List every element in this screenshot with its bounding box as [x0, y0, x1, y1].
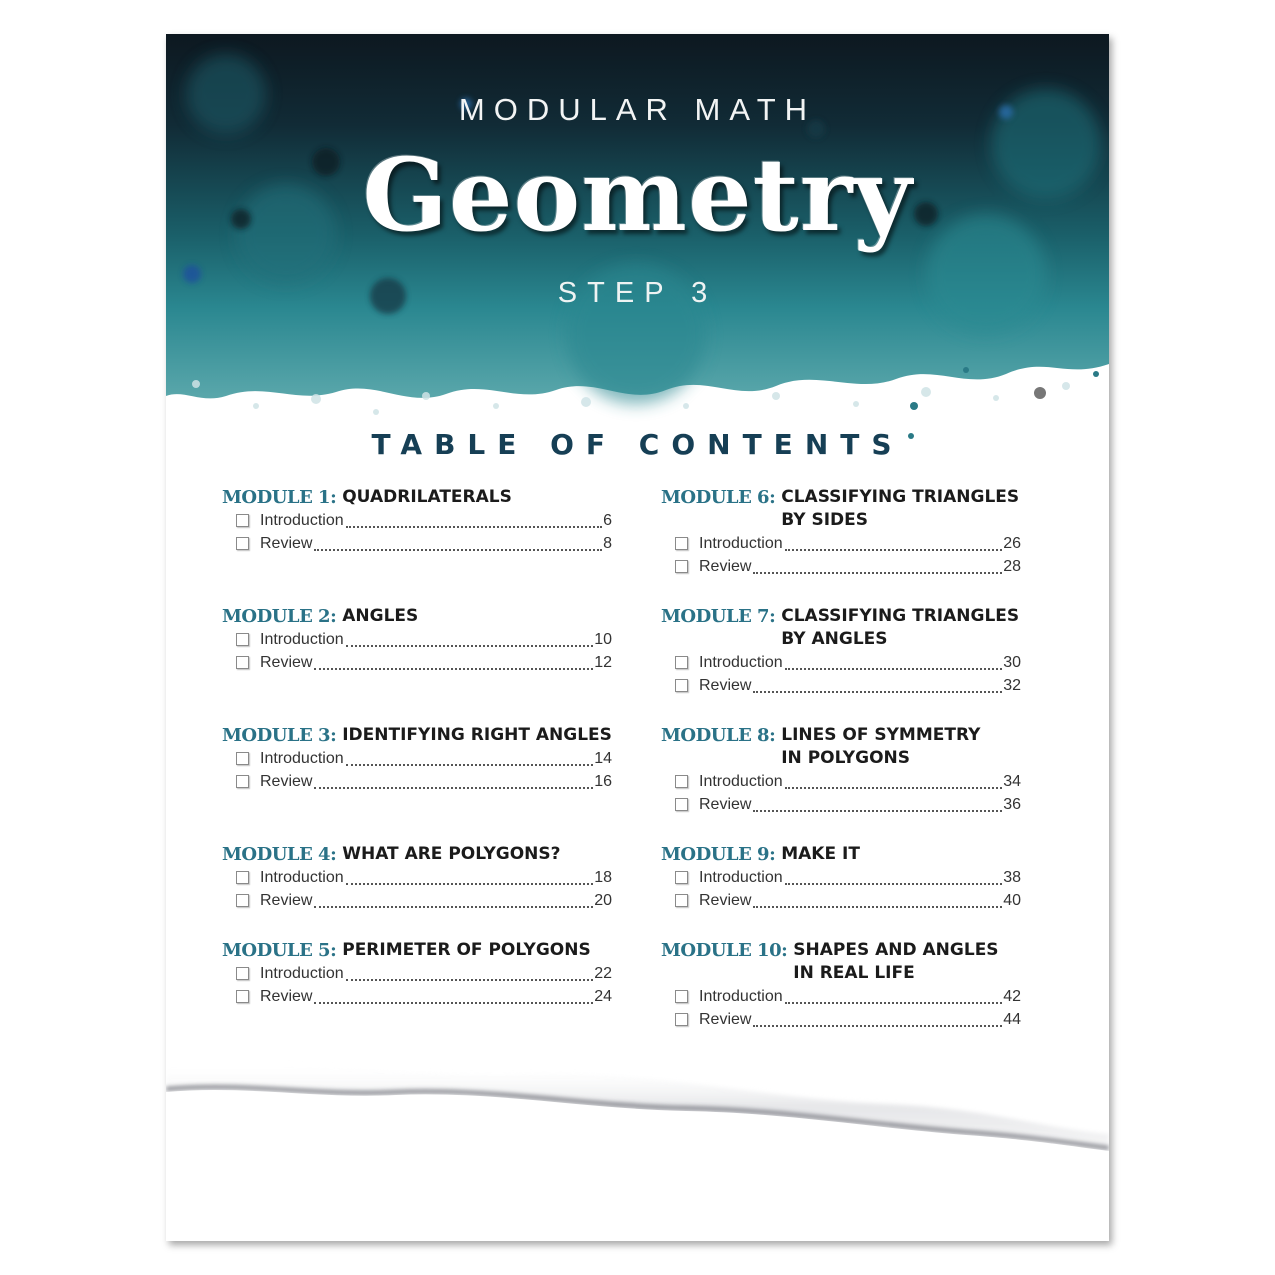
page-number: 6 [603, 511, 612, 529]
checkbox-icon[interactable] [675, 775, 688, 788]
page-number: 36 [1003, 795, 1021, 813]
checkbox-icon[interactable] [236, 894, 249, 907]
module-title: LINES OF SYMMETRY IN POLYGONS [781, 725, 981, 768]
leader-dots [753, 572, 1002, 574]
toc-entry-review[interactable]: Review 12 [236, 651, 612, 674]
module-1 [222, 486, 612, 555]
checkbox-icon[interactable] [675, 656, 688, 669]
page-number: 38 [1003, 868, 1021, 886]
torn-paper-edge [166, 1044, 1109, 1174]
page-number: 10 [594, 630, 612, 648]
toc-entry-introduction[interactable]: Introduction 30 [675, 651, 1021, 674]
checkbox-icon[interactable] [236, 752, 249, 765]
toc-entry-introduction[interactable]: Introduction 22 [236, 962, 612, 985]
module-title: WHAT ARE POLYGONS? [342, 844, 561, 864]
checkbox-icon[interactable] [675, 990, 688, 1003]
page-number: 40 [1003, 891, 1021, 909]
checkbox-icon[interactable] [236, 990, 249, 1003]
toc-entry-review[interactable]: Review 20 [236, 889, 612, 912]
checkbox-icon[interactable] [675, 894, 688, 907]
checkbox-icon[interactable] [236, 871, 249, 884]
module-9 [661, 843, 1021, 912]
page-number: 18 [594, 868, 612, 886]
checkbox-icon[interactable] [675, 1013, 688, 1026]
leader-dots [346, 526, 602, 528]
page-number: 22 [594, 964, 612, 982]
module-title: MAKE IT [781, 844, 860, 864]
module-label: MODULE 3: [222, 725, 337, 746]
module-10 [661, 939, 1021, 1031]
page-number: 26 [1003, 534, 1021, 552]
checkbox-icon[interactable] [675, 871, 688, 884]
module-8 [661, 724, 1021, 816]
module-label: MODULE 6: [661, 487, 776, 508]
module-4 [222, 843, 612, 912]
leader-dots [753, 810, 1002, 812]
leader-dots [346, 883, 594, 885]
module-title: SHAPES AND ANGLES IN REAL LIFE [793, 940, 999, 983]
leader-dots [785, 549, 1003, 551]
toc-entry-review[interactable]: Review 32 [675, 674, 1021, 697]
page-number: 42 [1003, 987, 1021, 1005]
module-label: MODULE 5: [222, 940, 337, 961]
checkbox-icon[interactable] [675, 560, 688, 573]
page-number: 8 [603, 534, 612, 552]
checkbox-icon[interactable] [675, 537, 688, 550]
leader-dots [346, 645, 594, 647]
toc-entry-introduction[interactable]: Introduction 18 [236, 866, 612, 889]
module-label: MODULE 2: [222, 606, 337, 627]
leader-dots [314, 549, 602, 551]
page-number: 32 [1003, 676, 1021, 694]
page-number: 20 [594, 891, 612, 909]
checkbox-icon[interactable] [236, 775, 249, 788]
toc-entry-introduction[interactable]: Introduction 6 [236, 509, 612, 532]
page-number: 30 [1003, 653, 1021, 671]
module-3 [222, 724, 612, 793]
leader-dots [785, 1002, 1003, 1004]
leader-dots [785, 787, 1003, 789]
checkbox-icon[interactable] [236, 967, 249, 980]
module-title: CLASSIFYING TRIANGLES BY SIDES [781, 487, 1020, 530]
toc-entry-review[interactable]: Review 28 [675, 555, 1021, 578]
module-7 [661, 605, 1021, 697]
toc-entry-review[interactable]: Review 24 [236, 985, 612, 1008]
module-title: CLASSIFYING TRIANGLES BY ANGLES [781, 606, 1020, 649]
book-title: Geometry [362, 136, 913, 254]
page-number: 44 [1003, 1010, 1021, 1028]
checkbox-icon[interactable] [236, 514, 249, 527]
leader-dots [753, 906, 1002, 908]
document-page [166, 34, 1109, 1241]
toc-entry-review[interactable]: Review 44 [675, 1008, 1021, 1031]
leader-dots [314, 906, 593, 908]
page-number: 16 [594, 772, 612, 790]
module-2 [222, 605, 612, 674]
toc-entry-introduction[interactable]: Introduction 38 [675, 866, 1021, 889]
module-title: QUADRILATERALS [342, 487, 512, 507]
leader-dots [314, 787, 593, 789]
page-number: 14 [594, 749, 612, 767]
module-title: IDENTIFYING RIGHT ANGLES [342, 725, 612, 745]
checkbox-icon[interactable] [236, 633, 249, 646]
module-title: PERIMETER OF POLYGONS [342, 940, 591, 960]
toc-entry-introduction[interactable]: Introduction 34 [675, 770, 1021, 793]
leader-dots [753, 1025, 1002, 1027]
table-of-contents-heading: TABLE OF CONTENTS [371, 428, 904, 461]
page-number: 28 [1003, 557, 1021, 575]
checkbox-icon[interactable] [236, 537, 249, 550]
leader-dots [314, 668, 593, 670]
checkbox-icon[interactable] [675, 798, 688, 811]
step-label: STEP 3 [557, 277, 718, 309]
toc-entry-introduction[interactable]: Introduction 14 [236, 747, 612, 770]
leader-dots [785, 668, 1003, 670]
module-6 [661, 486, 1021, 578]
toc-entry-review[interactable]: Review 36 [675, 793, 1021, 816]
module-label: MODULE 7: [661, 606, 776, 627]
series-title: MODULAR MATH [458, 92, 817, 127]
toc-entry-introduction[interactable]: Introduction 10 [236, 628, 612, 651]
module-label: MODULE 4: [222, 844, 337, 865]
module-label: MODULE 9: [661, 844, 776, 865]
module-label: MODULE 1: [222, 487, 337, 508]
toc-entry-review[interactable]: Review 16 [236, 770, 612, 793]
checkbox-icon[interactable] [236, 656, 249, 669]
leader-dots [346, 979, 594, 981]
leader-dots [785, 883, 1003, 885]
toc-entry-review[interactable]: Review 40 [675, 889, 1021, 912]
module-5 [222, 939, 612, 1008]
module-label: MODULE 10: [661, 940, 788, 961]
toc-entry-introduction[interactable]: Introduction 26 [675, 532, 1021, 555]
leader-dots [346, 764, 594, 766]
module-label: MODULE 8: [661, 725, 776, 746]
leader-dots [314, 1002, 593, 1004]
page-number: 24 [594, 987, 612, 1005]
toc-entry-introduction[interactable]: Introduction 42 [675, 985, 1021, 1008]
page-number: 12 [594, 653, 612, 671]
checkbox-icon[interactable] [675, 679, 688, 692]
module-title: ANGLES [342, 606, 419, 626]
page-number: 34 [1003, 772, 1021, 790]
leader-dots [753, 691, 1002, 693]
toc-entry-review[interactable]: Review 8 [236, 532, 612, 555]
